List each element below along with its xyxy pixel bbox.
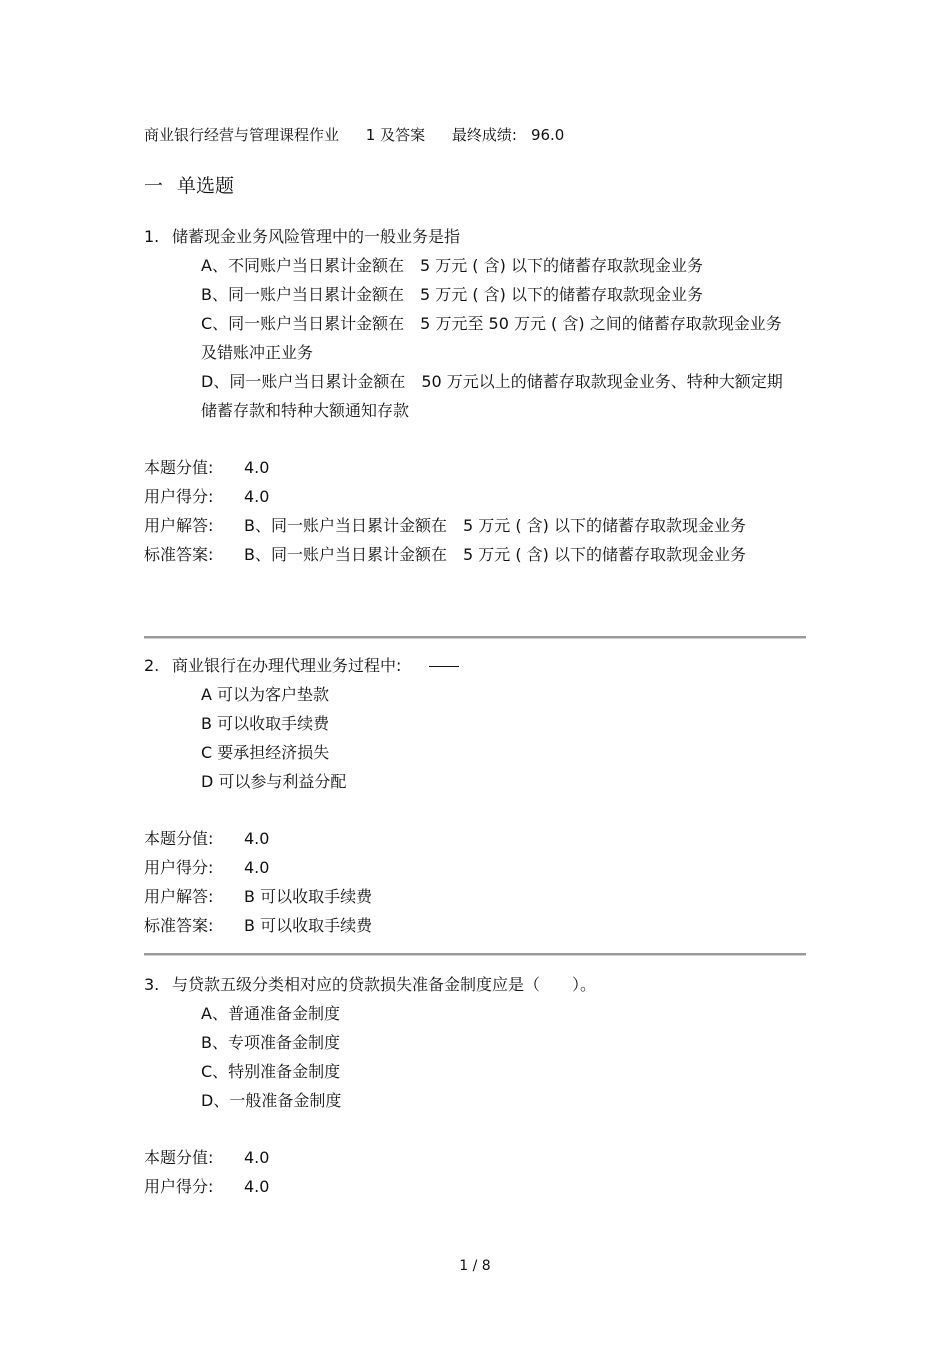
- user-score-value: 4.0: [244, 858, 270, 877]
- option-d: D、同一账户当日累计金额在 50 万元以上的储蓄存取款现金业务、特种大额定期储蓄存款和特种大额通知存款: [201, 372, 783, 420]
- question-2: [144, 651, 794, 940]
- question-text: 与贷款五级分类相对应的贷款损失准备金制度应是（ ）。: [172, 975, 597, 994]
- document-title: [144, 124, 586, 145]
- score-block: [144, 453, 794, 569]
- question-divider: [144, 953, 806, 956]
- score-value: 4.0: [244, 829, 270, 848]
- user-answer-value: B、同一账户当日累计金额在 5 万元 ( 含) 以下的储蓄存取款现金业务: [244, 516, 746, 535]
- user-answer-label: 用户解答:: [144, 516, 214, 535]
- score-row: [144, 824, 794, 853]
- score-block: [144, 824, 794, 940]
- option-list: [201, 999, 794, 1115]
- option-d: D 可以参与利益分配: [201, 772, 347, 791]
- option-list: [201, 251, 794, 425]
- option-c: C 要承担经济损失: [201, 743, 330, 762]
- score-label: 本题分值:: [144, 458, 214, 477]
- user-score-label: 用户得分:: [144, 858, 214, 877]
- user-score-label: 用户得分:: [144, 1177, 214, 1196]
- option-d: D、一般准备金制度: [201, 1091, 342, 1110]
- user-answer-row: [144, 511, 794, 540]
- standard-answer-label: 标准答案:: [144, 916, 214, 935]
- question-number: 1.: [144, 227, 160, 246]
- question-text: 储蓄现金业务风险管理中的一般业务是指: [172, 227, 461, 246]
- score-value: 4.0: [244, 1148, 270, 1167]
- question-3: [144, 970, 794, 1201]
- standard-answer-row: [144, 911, 794, 940]
- option-a: A、普通准备金制度: [201, 1004, 340, 1023]
- question-divider: [144, 636, 806, 639]
- question-stem: [144, 970, 794, 999]
- standard-answer-row: [144, 540, 794, 569]
- score-value: 4.0: [244, 458, 270, 477]
- question-stem: [144, 222, 794, 251]
- question-1: [144, 222, 794, 569]
- option-b: B 可以收取手续费: [201, 714, 330, 733]
- final-score-label: 最终成绩:: [451, 126, 517, 144]
- question-number: 2.: [144, 656, 160, 675]
- user-score-row: [144, 853, 794, 882]
- answer-blank: [429, 666, 459, 667]
- option-a: A 可以为客户垫款: [201, 685, 330, 704]
- user-score-row: [144, 1172, 794, 1201]
- final-score-value: 96.0: [530, 126, 565, 144]
- page-number: 1 / 8: [459, 1258, 491, 1274]
- user-score-label: 用户得分:: [144, 487, 214, 506]
- standard-answer-value: B 可以收取手续费: [244, 916, 373, 935]
- question-stem: [144, 651, 794, 680]
- user-score-value: 4.0: [244, 487, 270, 506]
- question-text: 商业银行在办理代理业务过程中:: [172, 656, 402, 675]
- option-c: C、同一账户当日累计金额在 5 万元至 50 万元 ( 含) 之间的储蓄存取款现金业务及错账冲正业务: [201, 314, 782, 362]
- section-heading: [144, 171, 234, 198]
- user-score-value: 4.0: [244, 1177, 270, 1196]
- option-b: B、专项准备金制度: [201, 1033, 340, 1052]
- section-title: 单选题: [177, 175, 235, 197]
- standard-answer-label: 标准答案:: [144, 545, 214, 564]
- score-row: [144, 453, 794, 482]
- assignment-label: 1 及答案: [365, 126, 426, 144]
- user-answer-label: 用户解答:: [144, 887, 214, 906]
- standard-answer-value: B、同一账户当日累计金额在 5 万元 ( 含) 以下的储蓄存取款现金业务: [244, 545, 746, 564]
- option-a: A、不同账户当日累计金额在 5 万元 ( 含) 以下的储蓄存取款现金业务: [201, 256, 703, 275]
- user-answer-row: [144, 882, 794, 911]
- option-list: [201, 680, 794, 796]
- score-block: [144, 1143, 794, 1201]
- score-label: 本题分值:: [144, 1148, 214, 1167]
- user-answer-value: B 可以收取手续费: [244, 887, 373, 906]
- course-title: 商业银行经营与管理课程作业: [144, 126, 340, 144]
- question-number: 3.: [144, 975, 160, 994]
- score-label: 本题分值:: [144, 829, 214, 848]
- score-row: [144, 1143, 794, 1172]
- option-b: B、同一账户当日累计金额在 5 万元 ( 含) 以下的储蓄存取款现金业务: [201, 285, 703, 304]
- option-c: C、特别准备金制度: [201, 1062, 341, 1081]
- user-score-row: [144, 482, 794, 511]
- section-index: 一: [144, 175, 164, 197]
